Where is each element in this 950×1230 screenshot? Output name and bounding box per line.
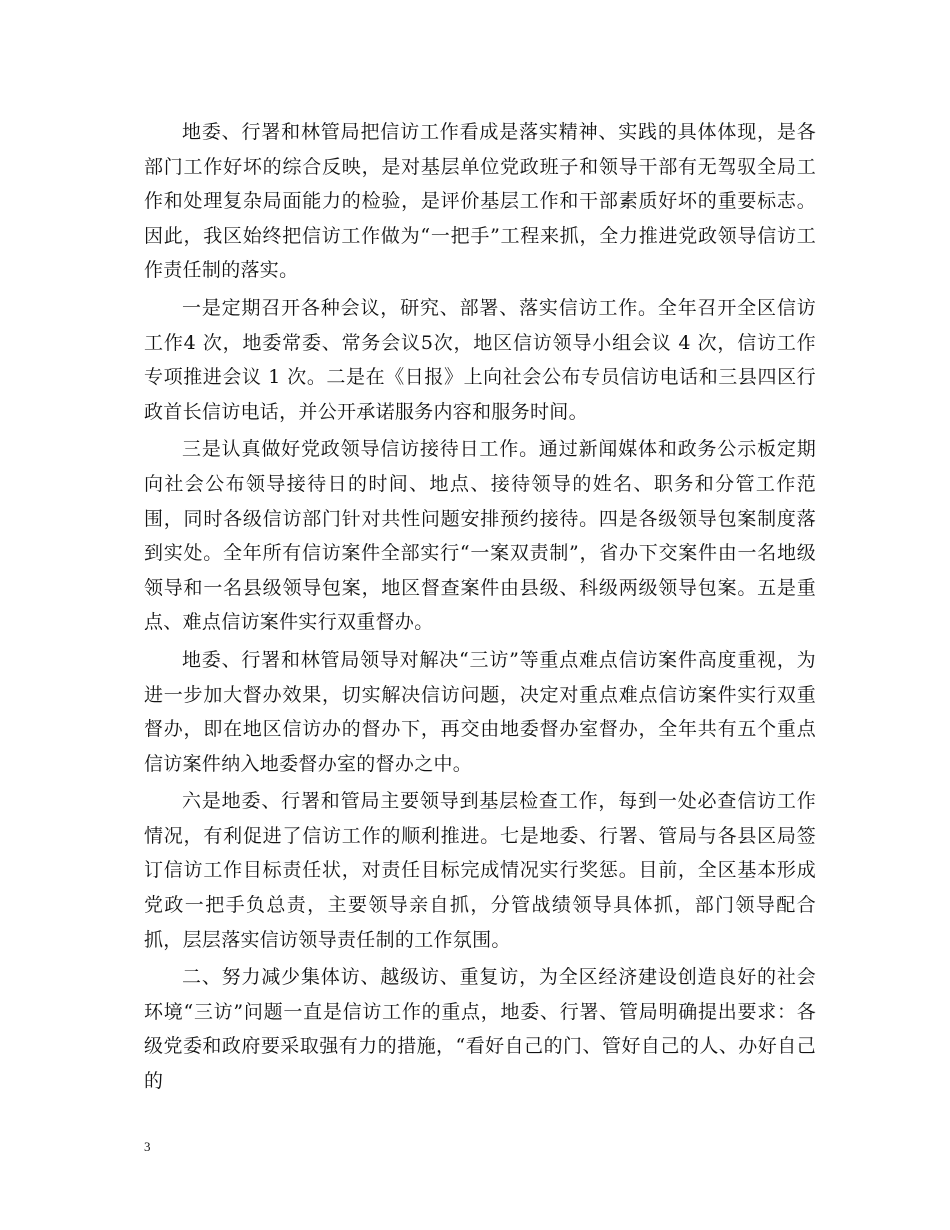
page-number: 3 [144, 1139, 151, 1154]
paragraph-double-supervision: 地委、行署和林管局领导对解决“三访”等重点难点信访案件高度重视，为进一步加大督办效果，切实解决信访问题，决定对重点难点信访案件实行双重督办，即在地区信访办的督办下，再交由地委督办室督办，全年共有五个重点信访案件纳入地委督办室的督办之中。 [144, 648, 816, 775]
paragraph-reception-day: 三是认真做好党政领导信访接待日工作。通过新闻媒体和政务公示板定期向社会公布领导接待日的时间、地点、接待领导的姓名、职务和分管工作范围，同时各级信访部门针对共性问题安排预约接待。四是各级领导包案制度落到实处。全年所有信访案件全部实行“一案双责制”，省办下交案件由一名地级领导和一名县级领导包案，地区督查案件由县级、科级两级领导包案。五是重点、难点信访案件实行双重督办。 [144, 438, 816, 634]
paragraph-grassroots-inspection: 六是地委、行署和管局主要领导到基层检查工作，每到一处必查信访工作情况，有利促进了信访工作的顺利推进。七是地委、行署、管局与各县区局签订信访工作目标责任状，对责任目标完成情况实行奖惩。目前，全区基本形成党政一把手负总责，主要领导亲自抓，分管战绩领导具体抓，部门领导配合抓，层层落实信访领导责任制的工作氛围。 [144, 790, 816, 951]
document-body [144, 115, 816, 1099]
paragraph-meetings: 一是定期召开各种会议，研究、部署、落实信访工作。全年召开全区信访工作4 次，地委常委、常务会议5次，地区信访领导小组会议 4 次，信访工作专项推进会议 1 次。二是在《日报》上向社会公布专员信访电话和三县四区行政首长信访电话，并公开承诺服务内容和服务时间。 [144, 296, 816, 423]
paragraph-reduce-petitions: 二、努力减少集体访、越级访、重复访，为全区经济建设创造良好的社会环境“三访”问题一直是信访工作的重点，地委、行署、管局明确提出要求：各级党委和政府要采取强有力的措施，“看好自己的门、管好自己的人、办好自己的 [144, 966, 816, 1093]
paragraph-responsibility: 地委、行署和林管局把信访工作看成是落实精神、实践的具体体现，是各部门工作好坏的综合反映，是对基层单位党政班子和领导干部有无驾驭全局工作和处理复杂局面能力的检验，是评价基层工作和干部素质好坏的重要标志。因此，我区始终把信访工作做为“一把手”工程来抓，全力推进党政领导信访工作责任制的落实。 [144, 121, 816, 282]
